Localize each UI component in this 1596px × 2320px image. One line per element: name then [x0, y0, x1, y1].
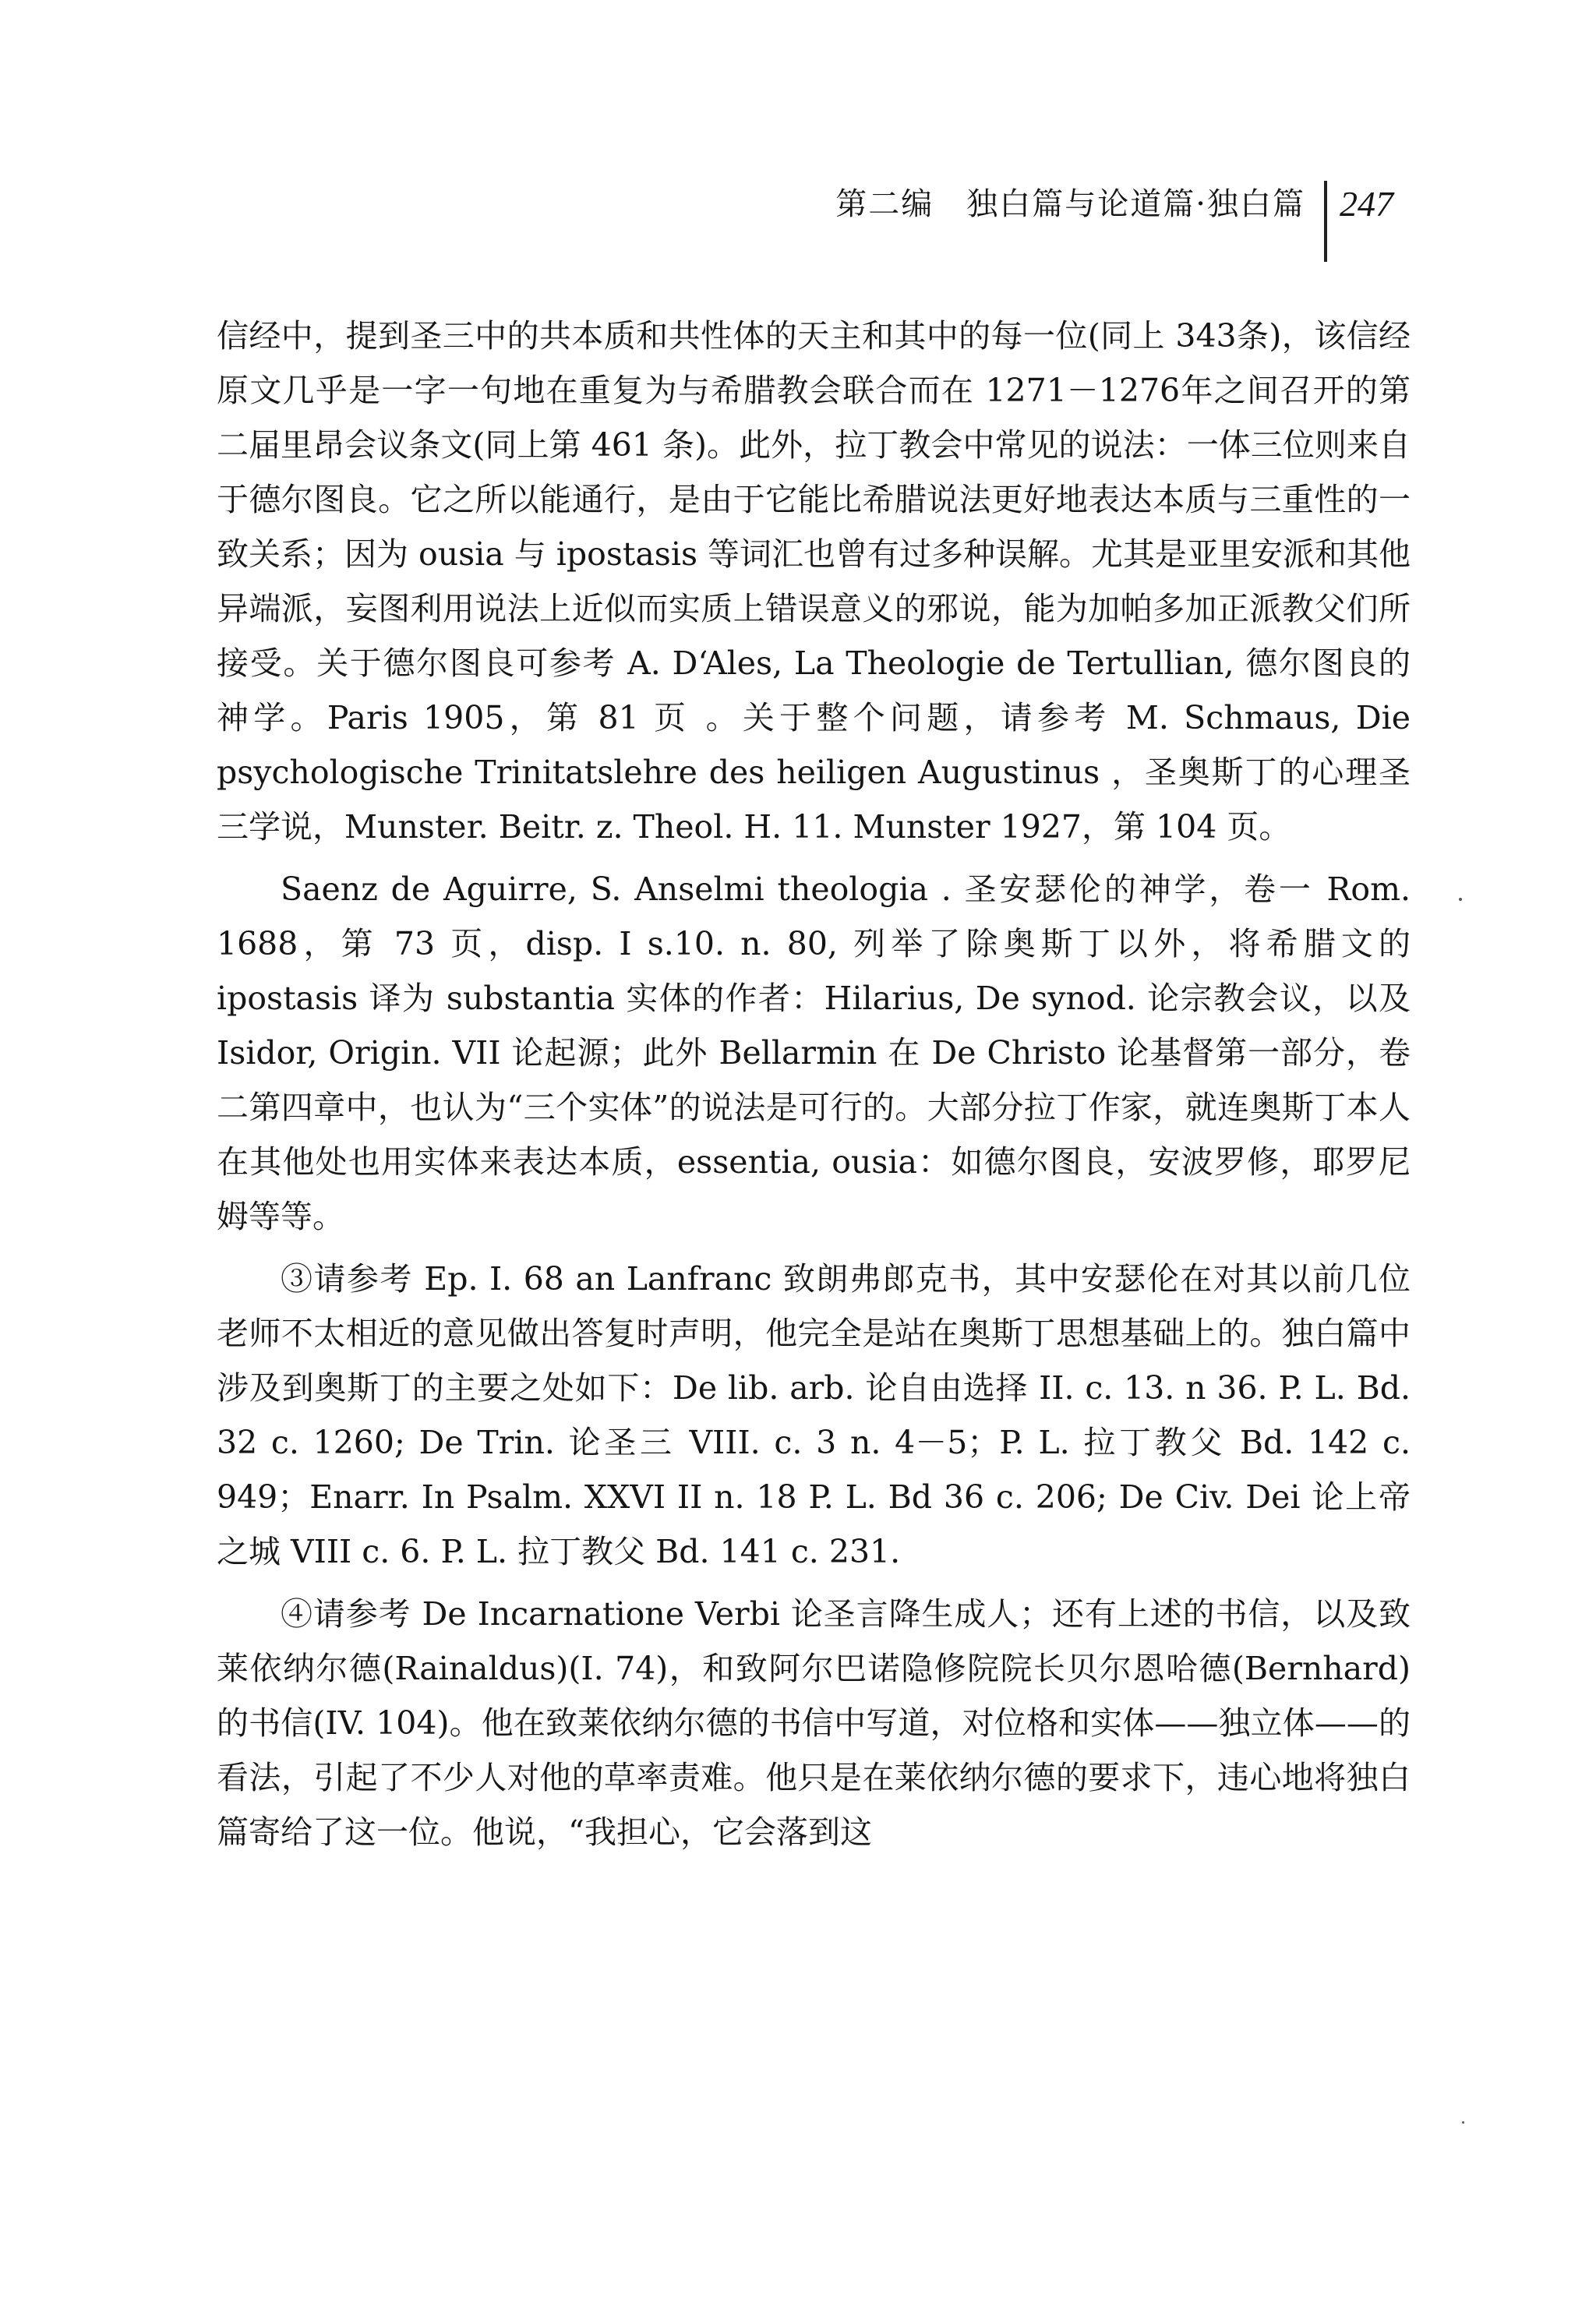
footnote-4: ④请参考 De Incarnatione Verbi 论圣言降生成人；还有上述的书信，以及致莱依纳尔德(Rainaldus)(I. 74)，和致阿尔巴诺隐修院院长贝尔恩哈德(Bernhard)的书信(IV. 104)。他在致莱依纳尔德的书信中写道，对位格和实体——独立体——的看法，引起了不少人对他的草率责难。他只是在莱依纳尔德的要求下，违心地将独白篇寄给了这一位。他说，“我担心，它会落到这 — [217, 1595, 1411, 1851]
running-header — [835, 181, 1393, 267]
paragraph-continued-note: 信经中，提到圣三中的共本质和共性体的天主和其中的每一位(同上 343条)，该信经原文几乎是一字一句地在重复为与希腊教会联合而在 1271－1276年之间召开的第二届里昂会议条文(同上第 461 条)。此外，拉丁教会中常见的说法：一体三位则来自于德尔图良。它之所以能通行，是由于它能比希腊说法更好地表达本质与三重性的一致关系；因为 ousia 与 ipostasis 等词汇也曾有过多种误解。尤其是亚里安派和其他异端派，妄图利用说法上近似而实质上错误意义的邪说，能为加帕多加正派教父们所接受。关于德尔图良可参考 A. D‘Ales, La Theologie de Tertullian, 德尔图良的神学。Paris 1905，第 81 页 。关于整个问题，请参考 M. Schmaus, Die psychologische Trinitatslehre des heiligen Augustinus ，圣奥斯丁的心理圣三学说，Munster. Beitr. z. Theol. H. 11. Munster 1927，第 104 页。 — [217, 317, 1411, 846]
body-text — [217, 309, 1411, 1867]
scan-speck — [1462, 2121, 1464, 2124]
running-title: 第二编 独白篇与论道篇·独白篇 — [835, 186, 1305, 222]
footnote-3: ③请参考 Ep. I. 68 an Lanfranc 致朗弗郎克书，其中安瑟伦在对其以前几位老师不太相近的意见做出答复时声明，他完全是站在奥斯丁思想基础上的。独白篇中涉及到奥斯丁的主要之处如下：De lib. arb. 论自由选择 II. c. 13. n 36. P. L. Bd. 32 c. 1260; De Trin. 论圣三 VIII. c. 3 n. 4－5；P. L. 拉丁教父 Bd. 142 c. 949；Enarr. In Psalm. XXVI II n. 18 P. L. Bd 36 c. 206; De Civ. Dei 论上帝之城 VIII c. 6. P. L. 拉丁教父 Bd. 141 c. 231. — [217, 1260, 1411, 1570]
paragraph-aguirre-note: Saenz de Aguirre, S. Anselmi theologia . 圣安瑟伦的神学，卷一 Rom. 1688，第 73 页，disp. I s.10. n. 80, 列举了除奥斯丁以外，将希腊文的 ipostasis 译为 substantia 实体的作者：Hilarius, De synod. 论宗教会议，以及 Isidor, Origin. VII 论起源；此外 Bellarmin 在 De Christo 论基督第一部分，卷二第四章中，也认为“三个实体”的说法是可行的。大部分拉丁作家，就连奥斯丁本人在其他处也用实体来表达本质，essentia, ousia：如德尔图良，安波罗修，耶罗尼姆等等。 — [217, 870, 1411, 1235]
scan-speck — [1459, 898, 1462, 901]
page-number: 247 — [1340, 184, 1393, 224]
